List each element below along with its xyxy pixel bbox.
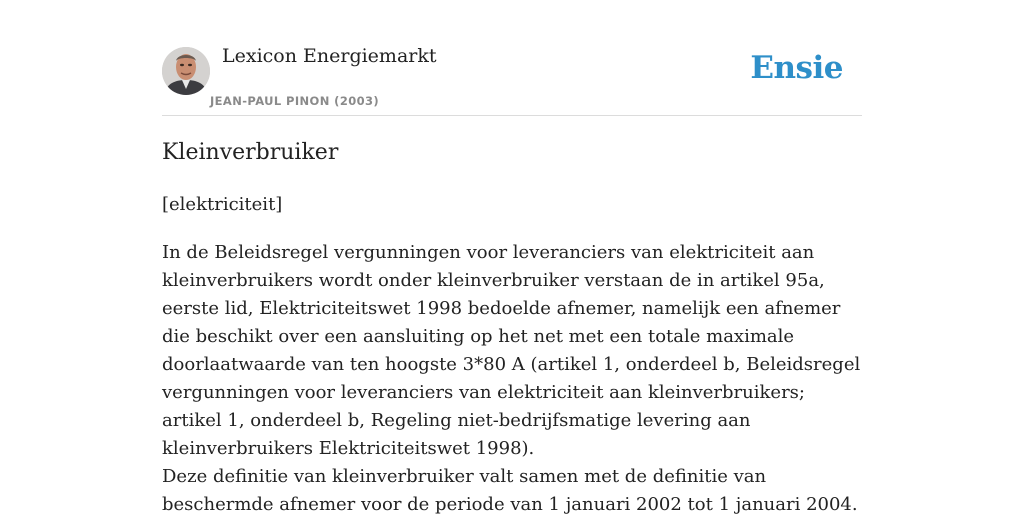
- definition-paragraph: Deze definitie van kleinverbruiker valt samen met de definitie van beschermde afnemer voor de periode van 1 januari 2002 tot 1 januari 2004.: [162, 466, 858, 515]
- author-avatar[interactable]: [162, 47, 210, 95]
- entry-card: [162, 0, 862, 515]
- definition-paragraph: In de Beleidsregel vergunningen voor leveranciers van elektriciteit aan kleinverbruikers wordt onder kleinverbruiker verstaan de in artikel 95a, eerste lid, Elektriciteitswet 1998 bedoelde afnemer, namelijk een afnemer die beschikt over een aansluiting op het net met een totale maximale doorlaatwaarde van ten hoogste 3*80 A (artikel 1, onderdeel b, Beleidsregel vergunningen voor leveranciers van elektriciteit aan kleinverbruikers; artikel 1, onderdeel b, Regeling niet-bedrijfsmatige levering aan kleinverbruikers Elektriciteitswet 1998).: [162, 242, 861, 459]
- entry-domain: [elektriciteit]: [162, 194, 283, 215]
- dictionary-author[interactable]: JEAN-PAUL PINON (2003): [210, 94, 380, 108]
- avatar-portrait-icon: [162, 47, 210, 95]
- entry-title: Kleinverbruiker: [162, 140, 339, 165]
- dictionary-title[interactable]: Lexicon Energiemarkt: [222, 45, 437, 67]
- header: [162, 0, 862, 116]
- ensie-logo[interactable]: Ensie: [750, 50, 843, 86]
